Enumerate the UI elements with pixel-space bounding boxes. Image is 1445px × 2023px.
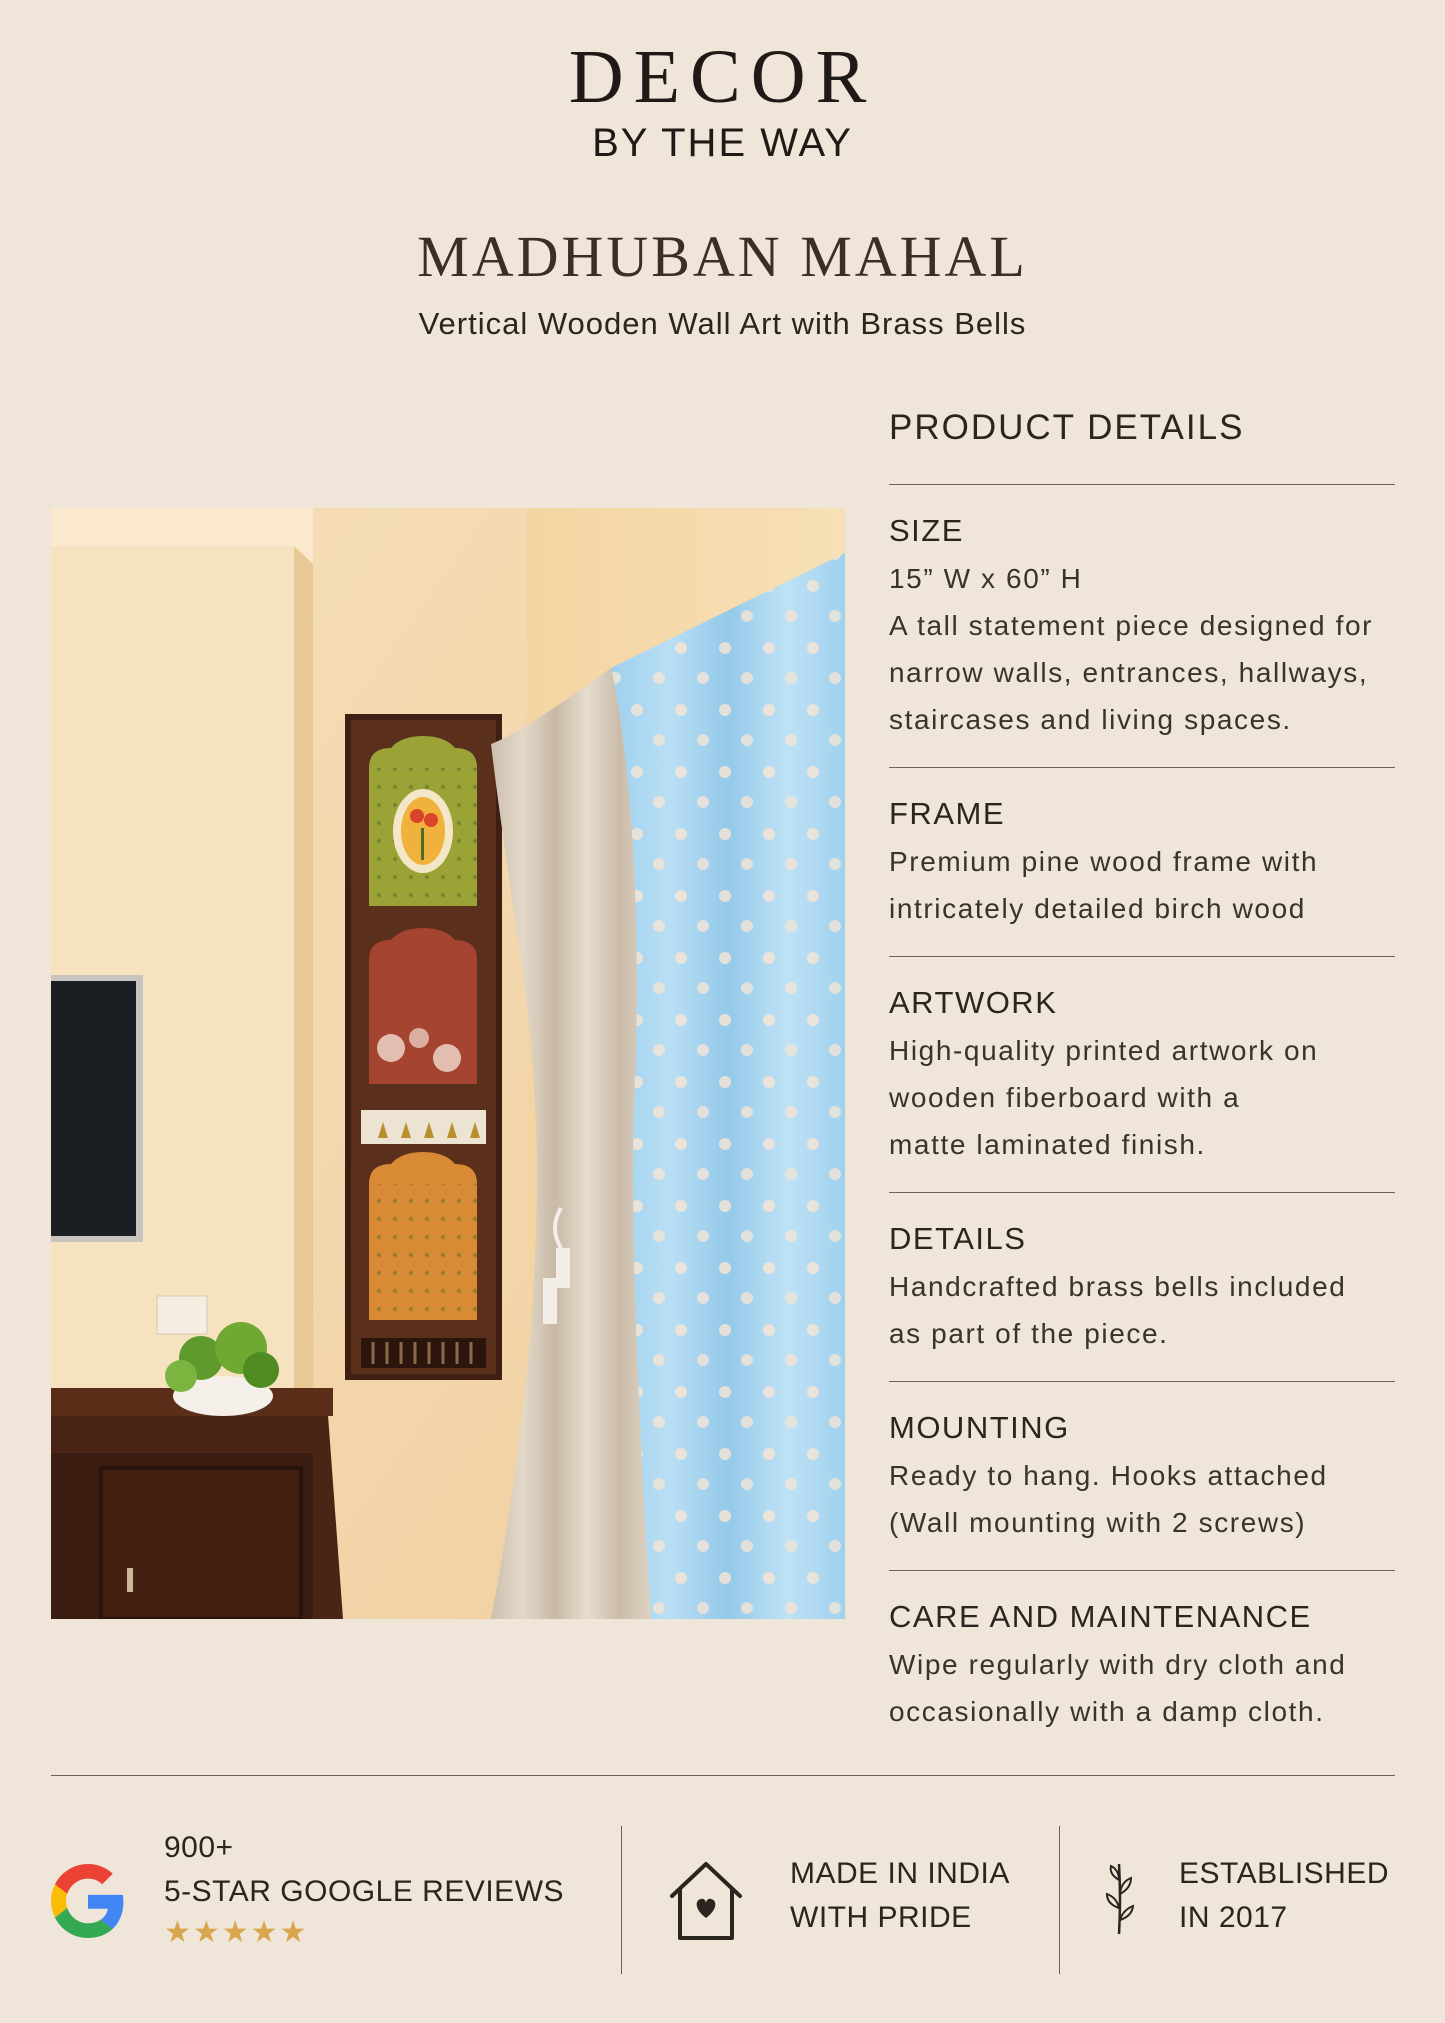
made-in-india-badge [664,1826,1044,1974]
product-details-panel [889,404,1395,1759]
footer-divider-2 [1059,1826,1060,1974]
footer-divider [51,1775,1395,1776]
section-line: 15” W x 60” H [889,563,1083,594]
section-line: staircases and living spaces. [889,704,1292,735]
detail-section-frame [889,768,1395,957]
established-line-1: ESTABLISHED [1179,1857,1390,1890]
sprig-icon [1101,1858,1141,1938]
trust-badges [51,1826,1395,1974]
product-details-heading: PRODUCT DETAILS [889,404,1395,485]
brand-tagline: BY THE WAY [592,121,853,165]
house-heart-icon [664,1856,748,1942]
established-line-2: IN 2017 [1179,1901,1288,1934]
google-reviews-badge [51,1826,611,1974]
made-line-2: WITH PRIDE [790,1901,972,1934]
section-title: SIZE [889,513,964,548]
section-body [889,1027,1395,1168]
established-badge [1101,1826,1395,1974]
reviews-text [164,1826,564,1952]
section-body [889,1641,1395,1735]
section-title: ARTWORK [889,985,1058,1020]
section-line: wooden fiberboard with a [889,1082,1241,1113]
section-body [889,555,1395,743]
section-line: occasionally with a damp cloth. [889,1696,1325,1727]
product-photo [51,508,845,1619]
detail-section-care [889,1571,1395,1759]
detail-section-details [889,1193,1395,1382]
section-line: (Wall mounting with 2 screws) [889,1507,1307,1538]
section-line: Handcrafted brass bells included [889,1271,1347,1302]
section-body [889,838,1395,932]
section-line: High-quality printed artwork on [889,1035,1319,1066]
section-line: narrow walls, entrances, hallways, [889,657,1369,688]
made-line-1: MADE IN INDIA [790,1857,1010,1890]
section-title: FRAME [889,796,1005,831]
section-title: MOUNTING [889,1410,1070,1445]
detail-section-size [889,485,1395,768]
reviews-label: 5-STAR GOOGLE REVIEWS [164,1875,565,1908]
made-in-india-text [790,1852,1010,1940]
section-line: Premium pine wood frame with [889,846,1319,877]
section-body [889,1452,1395,1546]
established-text [1179,1852,1389,1940]
section-line: A tall statement piece designed for [889,610,1374,641]
detail-section-mounting [889,1382,1395,1571]
section-line: Wipe regularly with dry cloth and [889,1649,1347,1680]
detail-section-artwork [889,957,1395,1193]
brand-logo [0,32,1445,168]
footer-divider-1 [621,1826,622,1974]
section-title: CARE AND MAINTENANCE [889,1599,1312,1634]
five-star-rating: ★★★★★ [164,1916,309,1949]
section-line: intricately detailed birch wood [889,893,1306,924]
product-title: MADHUBAN MAHAL [417,224,1028,289]
reviews-count: 900+ [164,1831,234,1864]
section-title: DETAILS [889,1221,1027,1256]
section-line: Ready to hang. Hooks attached [889,1460,1328,1491]
section-line: matte laminated finish. [889,1129,1206,1160]
brand-name: DECOR [568,35,877,119]
product-subtitle: Vertical Wooden Wall Art with Brass Bells [418,306,1027,341]
section-line: as part of the piece. [889,1318,1169,1349]
google-icon [51,1864,125,1938]
section-body [889,1263,1395,1357]
